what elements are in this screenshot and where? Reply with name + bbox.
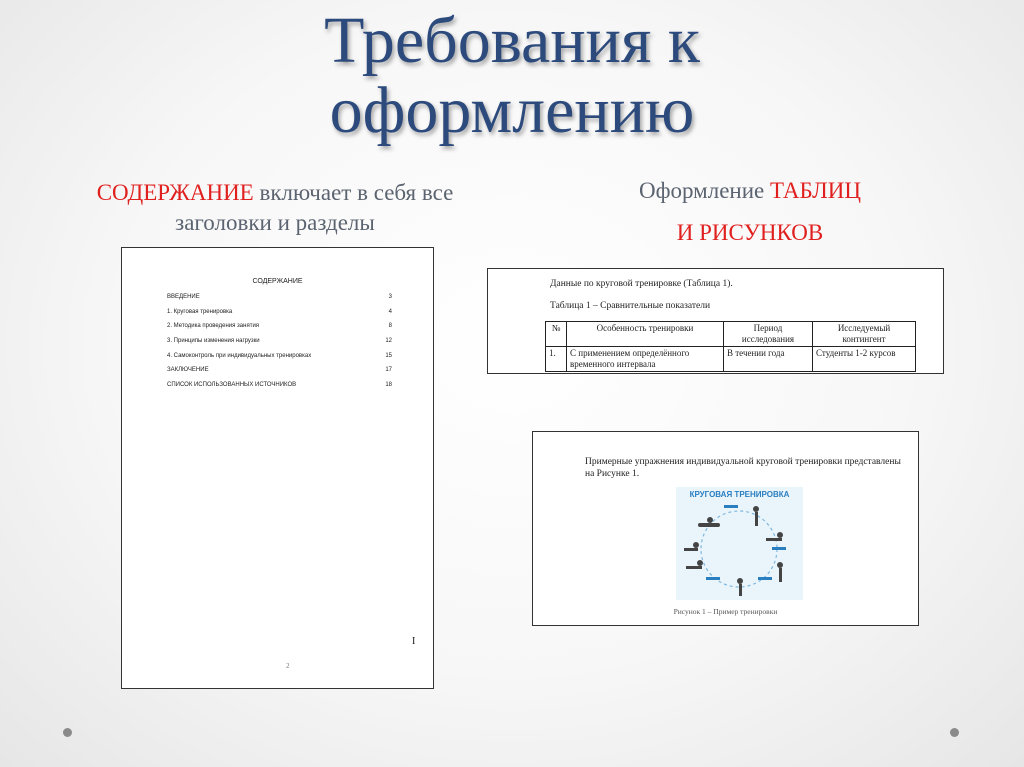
slide-corner-dot (63, 728, 72, 737)
toc-row: ЗАКЛЮЧЕНИЕ 17 (167, 367, 392, 373)
toc-row: 4. Самоконтроль при индивидуальных тренировках 15 (167, 353, 392, 359)
table-header-cell: Период исследования (724, 322, 813, 347)
toc-footer-mark: 2 (286, 662, 290, 670)
toc-heading: СОДЕРЖАНИЕ (252, 278, 303, 285)
tables-caption (590, 170, 910, 254)
table-cell: 1. (546, 347, 567, 372)
exercise-circle-icon (676, 487, 803, 600)
table-intro-line: Данные по круговой тренировке (Таблица 1). (550, 279, 733, 289)
table-cell: В течении года (724, 347, 813, 372)
illustration-title: КРУГОВАЯ ТРЕНИРОВКА (689, 490, 790, 499)
toc-caption-rest: включает в себя все заголовки и разделы (175, 180, 454, 235)
figure-intro-text: Примерные упражнения индивидуальной круговой тренировки представлены на Рисунке 1. (585, 457, 901, 479)
figure-page-image (532, 431, 919, 626)
toc-row: 1. Круговая тренировка 4 (167, 309, 392, 315)
figures-caption-highlight: И РИСУНКОВ (676, 220, 824, 245)
toc-caption-highlight: СОДЕРЖАНИЕ (96, 180, 254, 205)
figure-caption: Рисунок 1 – Пример тренировки (673, 607, 778, 616)
tables-caption-highlight: ТАБЛИЦ (770, 178, 861, 203)
toc-caption (60, 178, 490, 238)
slide-title (0, 6, 1024, 146)
table-cell: С применением определённого временного интервала (567, 347, 724, 372)
comparison-table (545, 321, 916, 372)
tables-caption-prefix: Оформление (639, 178, 765, 203)
toc-page-image (121, 247, 434, 689)
toc-row: ВВЕДЕНИЕ 3 (167, 294, 392, 300)
toc-row: 2. Методика проведения занятия 8 (167, 323, 392, 329)
title-line-2: оформлению (329, 74, 695, 147)
table-cell: Студенты 1-2 курсов (813, 347, 916, 372)
toc-row: 3. Принципы изменения нагрузки 12 (167, 338, 392, 344)
table-header-cell: Исследуемый контингент (813, 322, 916, 347)
table-title-line: Таблица 1 – Сравнительные показатели (550, 301, 711, 311)
table-header-cell: № (546, 322, 567, 347)
table-header-row (546, 322, 916, 347)
slide-corner-dot (950, 728, 959, 737)
toc-row: СПИСОК ИСПОЛЬЗОВАННЫХ ИСТОЧНИКОВ 18 (167, 382, 392, 388)
table-page-image (487, 268, 944, 374)
workout-illustration (676, 487, 803, 600)
title-line-1: Требования к (324, 4, 700, 77)
toc-corner-mark: I (412, 636, 416, 647)
table-row (546, 347, 916, 372)
table-header-cell: Особенность тренировки (567, 322, 724, 347)
